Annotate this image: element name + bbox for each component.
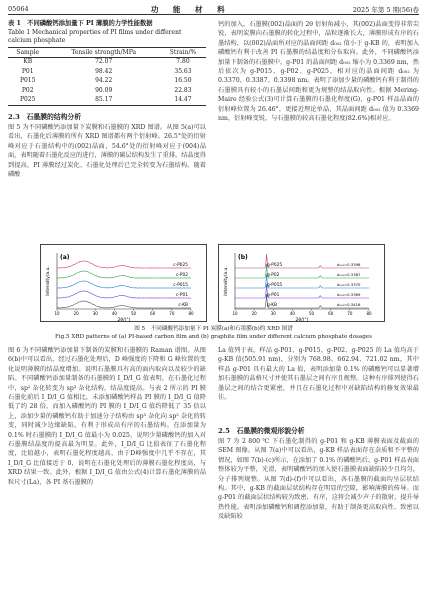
section-paragraph: 图 5 为不同磷酸钙添加量下炭膜和石墨膜的 XRD 图谱。从图 5(a)可以看出，石墨化后薄膜的所有 XRD 图谱都有两个衍射峰。26.5°处的衍射峰对应于石墨结构中的(002)晶面，54.6°处的衍射峰对应于(004)晶面，表明随着石墨化反应的进行，薄膜的碳层结构发生了重排。结晶度得到提高，PI 薄膜经过炭化、石墨化处理后已完全转变为石墨结构。随着磷酸 <box>8 123 206 178</box>
figure-caption-cn: 图 5 不同磷酸钙添加量下 PI 炭膜(a)和石墨膜(b)的 XRD 图谱 <box>134 326 293 332</box>
issue-info: 2025 年第 5 期(56)卷 <box>352 5 419 14</box>
x-tick-label: 80 <box>366 311 372 316</box>
body-paragraph: 图 7 为 2 800 ℃ 下石墨化制得的 g-P01 和 g-KB 薄膜表面及截面的 SEM 图像。从图 7(a)中可以看出，g-KB 样品表面存在杂质和不平整的情况，如图 7(b)-(c)所示，在添加了 0.1% 的磷酸钙后，g-P01 样品表面整体较为平整，光滑，表明磷酸钙的加入使石墨膜表面缺陷较少且均匀，分子排列规整。从图 7(d)-(f)中可以看出，各石墨膜的截面均呈层状结构。其中，g-KB 的截面层状结构存在明显的空隙，影响薄膜的传导。而 g-P01 的截面层状结构较为致密，有序，这将会减少声子的散射，提升导热性能。表明添加磷酸钙和调控添加量，有助于制备更高取向性、致密以及缺陷较 <box>218 438 419 521</box>
table1-col-header: Sample <box>8 47 47 57</box>
table-cell: 22.83 <box>174 86 192 94</box>
series-label: g-P01 <box>267 293 280 298</box>
table-cell: P025 <box>8 95 47 105</box>
d-spacing-label: d₀₀₂=0.3416 <box>337 302 361 307</box>
series-label: c-P01 <box>176 293 188 298</box>
series-label: g-P025 <box>267 263 283 268</box>
series-label: c-P015 <box>173 283 188 288</box>
x-tick-label: 30 <box>270 311 276 316</box>
right-column-top <box>218 20 419 238</box>
series-line <box>57 271 191 278</box>
series-label: c-P02 <box>176 273 188 278</box>
series-line <box>57 281 191 288</box>
page-number: 05064 <box>8 5 29 13</box>
table-cell: 72.07 <box>95 58 113 66</box>
table-cell: P01 <box>21 67 34 75</box>
y-axis-label: Intensity/a.u. <box>46 266 51 296</box>
panel-label: (a) <box>60 254 70 261</box>
table-cell: KB <box>23 58 33 66</box>
table-cell: P02 <box>21 86 34 94</box>
y-axis-label: Intensity/a.u. <box>224 266 229 296</box>
figure-5 <box>40 244 385 322</box>
series-label: c-P025 <box>173 263 188 268</box>
d-spacing-label: d₀₀₂=0.3370 <box>337 282 361 287</box>
section-heading: 2.3 石墨膜的结构分析 <box>8 112 81 121</box>
panel-label: (b) <box>238 254 248 261</box>
xrd-panel-a <box>40 244 207 322</box>
table1-col-header: Strain/% <box>160 47 206 57</box>
x-axis-label: 2θ/(°) <box>117 318 131 323</box>
table1-title-cn: 表 1 不同磷酸钙添加量下 PI 薄膜的力学性能数据 <box>8 20 153 27</box>
d-spacing-label: d₀₀₂=0.3387 <box>337 272 361 277</box>
d-spacing-label: d₀₀₂=0.3398 <box>337 262 361 267</box>
figure-caption-en: Fig.5 XRD patterns of (a) PI-based carbon film and (b) graphite film under different calcium phosphate dosages <box>55 333 372 340</box>
series-label: g-P02 <box>267 273 280 278</box>
x-tick-label: 20 <box>251 311 257 316</box>
x-tick-label: 80 <box>188 311 194 316</box>
table-cell: 35.63 <box>174 67 192 75</box>
table1-title-en: Table 1 Mechanical properties of PI films under different calcium phosphate <box>8 28 182 44</box>
x-tick-label: 50 <box>309 311 315 316</box>
table-cell: P015 <box>19 77 36 85</box>
x-tick-label: 10 <box>54 311 60 316</box>
xrd-chart-a <box>41 245 208 323</box>
figure-5-caption <box>8 326 419 341</box>
x-tick-label: 20 <box>73 311 79 316</box>
table1 <box>8 47 206 106</box>
table-row <box>8 76 206 85</box>
x-tick-label: 40 <box>289 311 295 316</box>
xrd-panel-b <box>218 244 385 322</box>
x-tick-label: 10 <box>232 311 238 316</box>
series-label: g-P015 <box>267 283 283 288</box>
table-cell: 94.22 <box>95 77 113 85</box>
x-tick-label: 50 <box>131 311 137 316</box>
table1-col-header: Tensile strength/MPa <box>47 47 160 57</box>
x-tick-label: 70 <box>169 311 175 316</box>
table-cell: 7.80 <box>176 58 190 66</box>
section-heading: 2.5 石墨膜的微观形貌分析 <box>218 427 305 435</box>
table-cell: 16.50 <box>174 77 192 85</box>
table-cell: 98.42 <box>95 67 113 75</box>
left-column-bottom <box>8 346 206 608</box>
table-cell: 85.17 <box>47 95 160 105</box>
table-row <box>8 95 206 105</box>
series-line <box>57 291 191 298</box>
page-header <box>8 4 419 15</box>
table-row <box>8 57 206 67</box>
body-paragraph: 钙的加入，石墨膜(002)晶面的 2θ 衍射角减小，其(002)晶面变得非常尖锐，表明炭膜向石墨膜的转化过程中，晶粒逐渐长大，薄膜形成有序的石墨结构，以(002)晶面所对应的晶面间距 d₀₀₂ 值小于 g-KB 的，表明加入磷酸钙有利于改善 PI 石墨膜的结晶度和分布取向。此外，不同磷酸钙添加量下制备的石墨膜中，g-P01 的晶面间距 d₀₀₂ 缩小为 0.3369 nm，然后依次为 g-P015、g-P02、g-P025，相对应的晶面间距 d₀₀₂ 为 0.3370、0.3387、0.3398 nm。表明了添加少量的磷酸钙有利于制得的石墨膜具有较小的石墨层间距和更为规整的结晶取向性。根据 Mering-Maire 经验公式(3)可计算石墨膜的石墨化程度(G)，g-P01 样品晶面的衍射峰位置为 26.46°，更接近理论单晶，其晶面间距 d₀₀₂ 值为 0.3369 nm，衍射峰变锐，与石墨膜的较高石墨化程度(82.6%)相对应。 <box>218 21 419 123</box>
right-column-bottom <box>218 346 419 607</box>
table-cell: 90.09 <box>95 86 113 94</box>
x-tick-label: 30 <box>92 311 98 316</box>
table-row <box>8 67 206 76</box>
d-spacing-label: d₀₀₂=0.3369 <box>337 292 361 297</box>
x-tick-label: 60 <box>328 311 334 316</box>
body-paragraph: 图 6 为不同磷酸钙添加量下制备的炭膜和石墨膜的 Raman 谱图。从图 6(b)中可以看出，经过石墨化处理后，D 峰强度的下降和 G 峰位置的变化说明薄膜的结晶度增加。说明石墨膜具有高的面内取向以及较少的缺陷。不同磷酸钙添加量制备的石墨膜的 I_D/I_G 值表明，在石墨化过程中，sp² 杂化转变为 sp³ 杂化结构，结晶度提高。与表 2 所示的 PI 膜石墨化前后 I_D/I_G 值相比，未添加磷酸钙样品 PI 膜的 I_D/I_G 值降低了约 28 倍，而加入磷酸钙的 PI 膜的 I_D/I_G 值约降低了 35 倍以上，添加少量的磷酸钙有助于加速分子结构由 sp³ 杂化向 sp² 杂化的转变，同时减少边缘缺陷，有利于形成高有序的石墨结构。在添加量为 0.1% 时石墨膜的 I_D/I_G 值最小为 0.025，说明少量磷酸钙的加入对石墨膜结晶度的提高最为明显。此外，I_D/I_G 比值表征了石墨化程度，比值越小，表明石墨化程度越高，由于D峰强度中几乎不存在，其 I_D/I_G 比值接近于 0，说明在石墨化处理后的薄膜石墨化程度高，与 XRD 结果一致。此外，根据 I_D/I_G 值由公式(4)计算石墨化薄膜的晶粒尺寸(La)，各 PI 基石墨膜的 <box>8 347 206 486</box>
table-row <box>8 86 206 95</box>
journal-name: 功 能 材 料 <box>150 4 231 14</box>
series-label: c-KB <box>178 303 188 308</box>
left-column-top <box>8 20 206 235</box>
x-tick-label: 40 <box>111 311 117 316</box>
series-line <box>57 301 191 308</box>
series-line <box>57 261 191 268</box>
series-label: g-KB <box>267 303 278 308</box>
x-tick-label: 60 <box>150 311 156 316</box>
x-tick-label: 70 <box>347 311 353 316</box>
table-cell: 14.47 <box>160 95 206 105</box>
xrd-chart-b <box>219 245 386 323</box>
table1-header-row <box>8 47 206 57</box>
body-paragraph: La 值列于表。样品 g-P01、g-P015、g-P02、g-P025 的 La 值均高于 g-KB 值(505.91 nm)，分别为 768.98、662.94、721.02 nm，其中样品 g-P01 具有最大的 La 值，表明添加量 0.1% 的磷酸钙可以显著增加石墨膜的晶格尺寸并使其石墨层之间有序且规整。这种有序排列使得石墨层之间的结合更紧密，并且在石墨化过程中对缺陷结构的修复效果最佳。 <box>218 347 419 402</box>
x-axis-label: 2θ/(°) <box>295 318 309 323</box>
